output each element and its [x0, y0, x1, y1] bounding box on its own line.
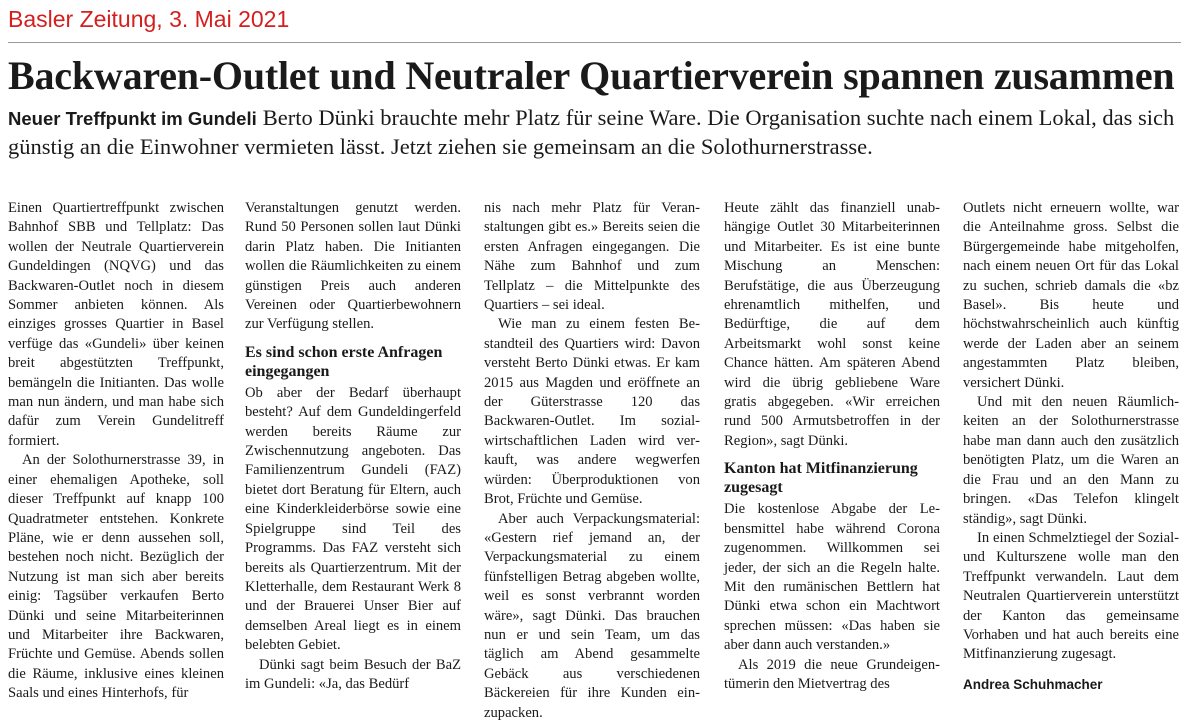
paragraph: Aber auch Verpackungsmaterial: «Gestern rief jemand an, der Verpackungsmaterial zu einem fünfstelligen Betrag abgeben wollte, weil es sonst verbrannt worden wäre», sagt Dünki. Das brauchen nun er und sein Team, um das täglich am Abend gesammelte Gebäck aus verschiedenen Bäckereien für ihre Kunden einzupacken. — [484, 510, 700, 721]
paragraph: Einen Quartiertreffpunkt zwischen Bahnhof SBB und Tellplatz: Das wollen der Neutrale Quartierverein Gundeldingen (NQVG) und das Backwaren-Outlet noch in diesem Sommer anbieten können. Als einziges grosses Quartier in Basel verfüge das «Gundeli» über keinen breit abgestützten Treffpunkt, bemängeln die Initianten. Das wolle man nun ändern, und man habe sich dafür zum Verein Gundelitreff formiert. — [8, 200, 224, 449]
author-byline: Andrea Schuhmacher — [963, 676, 1103, 692]
header-rule — [8, 42, 1181, 43]
lead-paragraph — [8, 104, 1183, 161]
paragraph: Heute zählt das finanziell unabhängige Outlet 30 Mitarbeiterinnen und Mitarbeiter. Es ist eine bunte Mischung an Menschen: Berufstätige, die aus Überzeugung ehrenamtlich mithelfen, und Bedürftige, die auf dem Arbeitsmarkt wohl sonst keine Chance hätten. Am späteren Abend wird die übrig gebliebene Ware gratis abgegeben. «Wir erreichen rund 500 Armutsbetroffen in der Region», sagt Dünki. — [724, 200, 940, 449]
paragraph: Und mit den neuen Räumlichkeiten an der Solothurnerstrasse habe man dann auch den zusätzlich benötigten Platz, um die Waren an die Frau und an den Mann zu bringen. «Das Telefon klingelt ständig», sagt Dünki. — [963, 394, 1179, 527]
paragraph: In einen Schmelztiegel der Sozial- und Kulturszene wolle man den Treffpunkt verwandeln. Laut dem Neutralen Quartierverein unterstützt der Kanton das gemeinsame Vorhaben und hat auch bereits eine Mitfinanzierung zugesagt. — [963, 529, 1179, 663]
paragraph: Outlets nicht erneuern wollte, war die Anteilnahme gross. Selbst die Bürgergemeinde habe mitgeholfen, nach einem neuen Ort für das Lokal zu suchen, schrieb damals die «bz Basel». Bis heute und höchstwahrscheinlich auch künftig werde der Laden aber an seinem angestammten Platz bleiben, versichert Dünki. — [963, 200, 1179, 391]
article-column-5 — [963, 199, 1179, 694]
subheading: Kanton hat Mitfinanzierung zugesagt — [724, 460, 918, 497]
paragraph: Ob aber der Bedarf überhaupt besteht? Auf dem Gundeldingerfeld werden bereits Räume zur Zwischennutzung angeboten. Das Familienzentrum Gundeli (FAZ) bietet dort Beratung für Eltern, auch eine Kinderkleiderbörse sowie eine Spielgruppe sind Teil des Programms. Das FAZ versteht sich bereits als Quartierzentrum. Mit der Kletterhalle, dem Restaurant Werk 8 und der Brauerei Unser Bier auf demselben Areal liegt es in einem belebten Gebiet. — [245, 384, 461, 654]
lead-text: Berto Dünki brauchte mehr Platz für seine Ware. Die Organisation suchte nach einem Lokal, das sich günstig an die Einwohner vermieten lässt. Jetzt ziehen sie gemeinsam an die Solothurnerstrasse. — [8, 105, 1175, 159]
paragraph: Als 2019 die neue Grundeigentümerin den Mietvertrag des — [724, 656, 940, 692]
article-column-1 — [8, 199, 224, 704]
article-column-4 — [724, 199, 940, 694]
article-column-2 — [245, 199, 461, 694]
headline: Backwaren-Outlet und Neutraler Quartierverein spannen zusammen — [8, 53, 1175, 98]
paragraph: Veranstaltungen genutzt werden. Rund 50 Personen sollen laut Dünki darin Platz haben. Die Initianten wollen die Räumlichkeiten zu einem günstigen Preis auch anderen Vereinen oder Quartierbewohnern zur Verfügung stellen. — [245, 200, 461, 333]
paragraph: Wie man zu einem festen Bestandteil des Quartiers wird: Davon versteht Berto Dünki etwas. Er kam 2015 aus Magden und eröffnete an der Güterstrasse 120 das Backwaren-Outlet. Im sozialwirtschaftlichen Laden wird verkauft, was andere wegwerfen würden: Überproduktionen von Brot, Früchte und Gemüse. — [484, 316, 700, 508]
kicker: Neuer Treffpunkt im Gundeli — [8, 108, 257, 129]
paragraph: Die kostenlose Abgabe der Lebensmittel habe während Corona zugenommen. Willkommen sei jeder, der sich an die Regeln halte. Mit den rumänischen Bettlern hat Dünki etwa schon ein Machtwort sprechen müssen: «Das haben sie aber dann auch verstanden.» — [724, 501, 940, 654]
paragraph: nis nach mehr Platz für Veranstaltungen gibt es.» Bereits seien die ersten Anfragen eingegangen. Die Nähe zum Bahnhof und zum Tellplatz – die Mittelpunkte des Quartiers – sei ideal. — [484, 200, 700, 314]
source-label: Basler Zeitung, 3. Mai 2021 — [8, 6, 290, 32]
article-column-3 — [484, 199, 700, 723]
paragraph: An der Solothurnerstrasse 39, in einer ehemaligen Apotheke, soll dieser Treffpunkt auf knapp 100 Quadratmeter entstehen. Konkrete Pläne, wie er denn aussehen soll, bestehen noch nicht. Bezüglich der Nutzung ist man sich aber bereits einig: Tagsüber verkaufen Berto Dünki und seine Mitarbeiterinnen und Mitarbeiter ihre Backwaren, Früchte und Gemüse. Abends sollen die Räume, inklusive eines kleinen Saals und eines Hinterhofs, für — [8, 452, 224, 702]
subheading: Es sind schon erste Anfragen eingegangen — [245, 343, 443, 380]
paragraph: Dünki sagt beim Besuch der BaZ im Gundeli: «Ja, das Bedürf — [245, 656, 461, 692]
